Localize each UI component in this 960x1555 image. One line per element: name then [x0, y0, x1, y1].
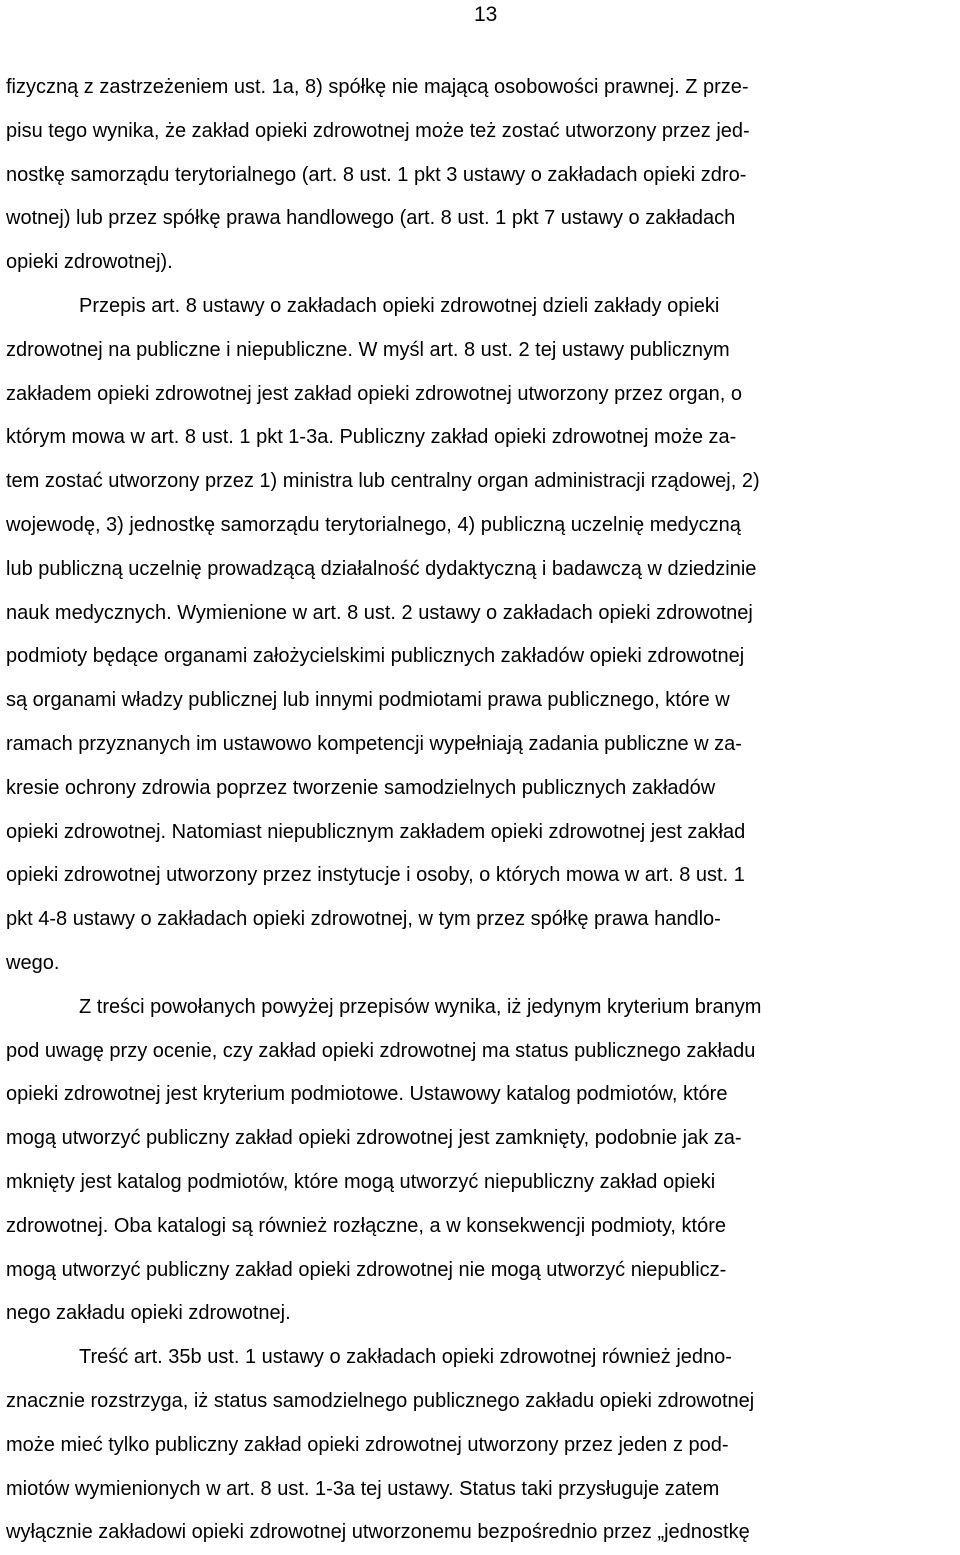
text-line: pod uwagę przy ocenie, czy zakład opieki zdrowotnej ma status publicznego zakładu: [6, 1039, 756, 1062]
text-line: mogą utworzyć publiczny zakład opieki zdrowotnej jest zamknięty, podobnie jak za-: [6, 1127, 742, 1150]
text-line: nostkę samorządu terytorialnego (art. 8 ust. 1 pkt 3 ustawy o zakładach opieki zdro-: [6, 163, 747, 186]
text-line: podmioty będące organami założycielskimi publicznych zakładów opieki zdrowotnej: [6, 645, 745, 668]
page-number: 13: [474, 3, 498, 26]
document-body: [6, 66, 954, 1555]
text-line: może mieć tylko publiczny zakład opieki zdrowotnej utworzony przez jeden z pod-: [6, 1433, 729, 1456]
text-line: którym mowa w art. 8 ust. 1 pkt 1-3a. Publiczny zakład opieki zdrowotnej może za-: [6, 426, 737, 449]
text-line: miotów wymienionych w art. 8 ust. 1-3a tej ustawy. Status taki przysługuje zatem: [6, 1477, 720, 1500]
text-line: zdrowotnej. Oba katalogi są również rozłączne, a w konsekwencji podmioty, które: [6, 1214, 726, 1237]
text-line: Treść art. 35b ust. 1 ustawy o zakładach opieki zdrowotnej również jedno-: [79, 1346, 732, 1369]
text-line: kresie ochrony zdrowia poprzez tworzenie samodzielnych publicznych zakładów: [6, 776, 716, 799]
text-line: ramach przyznanych im ustawowo kompetencji wypełniają zadania publiczne w za-: [6, 732, 742, 755]
text-line: lub publiczną uczelnię prowadzącą działalność dydaktyczną i badawczą w dziedzinie: [6, 557, 757, 580]
text-line: wojewodę, 3) jednostkę samorządu terytorialnego, 4) publiczną uczelnię medyczną: [6, 513, 741, 536]
text-line: pisu tego wynika, że zakład opieki zdrowotnej może też zostać utworzony przez jed-: [6, 119, 750, 142]
text-line: fizyczną z zastrzeżeniem ust. 1a, 8) spółkę nie mającą osobowości prawnej. Z prze-: [6, 76, 749, 98]
text-line: opieki zdrowotnej).: [6, 251, 173, 274]
text-line: opieki zdrowotnej jest kryterium podmiotowe. Ustawowy katalog podmiotów, które: [6, 1083, 728, 1106]
text-line: wotnej) lub przez spółkę prawa handlowego (art. 8 ust. 1 pkt 7 ustawy o zakładach: [6, 207, 736, 230]
text-line: zdrowotnej na publiczne i niepubliczne. W myśl art. 8 ust. 2 tej ustawy publicznym: [6, 338, 730, 361]
text-line: są organami władzy publicznej lub innymi podmiotami prawa publicznego, które w: [6, 689, 730, 712]
text-line: wyłącznie zakładowi opieki zdrowotnej utworzonemu bezpośrednio przez „jednostkę: [6, 1521, 750, 1544]
text-line: opieki zdrowotnej utworzony przez instytucje i osoby, o których mowa w art. 8 ust. 1: [6, 864, 745, 887]
text-line: Przepis art. 8 ustawy o zakładach opieki zdrowotnej dzieli zakłady opieki: [79, 294, 720, 317]
text-line: mogą utworzyć publiczny zakład opieki zdrowotnej nie mogą utworzyć niepublicz-: [6, 1258, 727, 1281]
text-line: tem zostać utworzony przez 1) ministra lub centralny organ administracji rządowej, 2): [6, 470, 760, 493]
paragraph: [6, 66, 954, 285]
text-line: pkt 4-8 ustawy o zakładach opieki zdrowotnej, w tym przez spółkę prawa handlo-: [6, 908, 721, 931]
text-line: znacznie rozstrzyga, iż status samodzielnego publicznego zakładu opieki zdrowotnej: [6, 1389, 755, 1412]
text-line: Z treści powołanych powyżej przepisów wynika, iż jedynym kryterium branym: [79, 995, 762, 1018]
text-line: nauk medycznych. Wymienione w art. 8 ust. 2 ustawy o zakładach opieki zdrowotnej: [6, 601, 753, 624]
paragraph: [6, 1336, 954, 1555]
text-line: zakładem opieki zdrowotnej jest zakład opieki zdrowotnej utworzony przez organ, o: [6, 382, 742, 405]
paragraph: [6, 986, 954, 1336]
text-line: opieki zdrowotnej. Natomiast niepublicznym zakładem opieki zdrowotnej jest zakład: [6, 820, 746, 843]
text-line: nego zakładu opieki zdrowotnej.: [6, 1302, 291, 1325]
text-line: wego.: [6, 951, 60, 974]
text-line: mknięty jest katalog podmiotów, które mogą utworzyć niepubliczny zakład opieki: [6, 1170, 716, 1193]
paragraph: [6, 285, 954, 986]
